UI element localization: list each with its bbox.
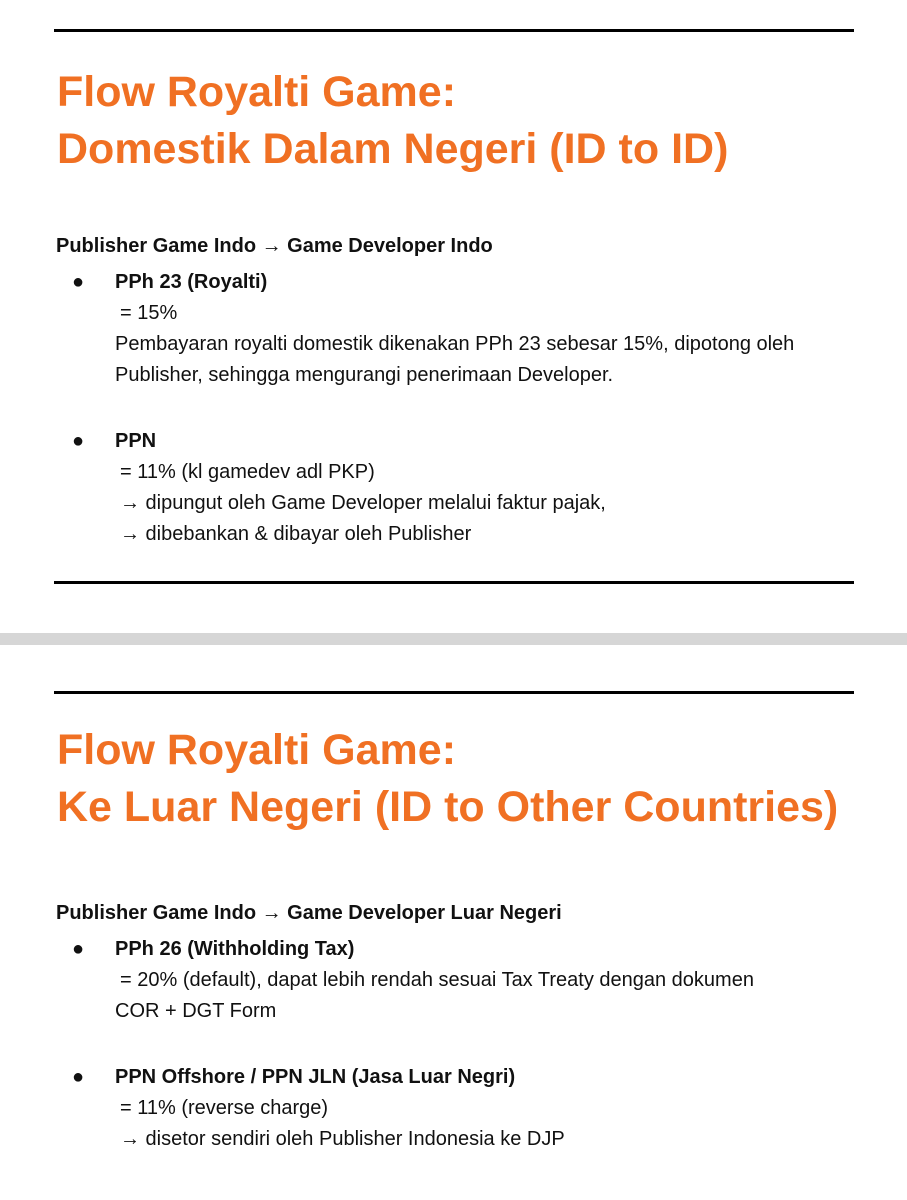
item-note: COR + DGT Form: [115, 1000, 277, 1022]
top-rule: [54, 29, 854, 32]
list-item: [115, 1062, 855, 1155]
title-line-2: Ke Luar Negeri (ID to Other Countries): [57, 783, 839, 831]
item-title: PPh 26 (Withholding Tax): [115, 938, 355, 960]
item-note: → disetor sendiri oleh Publisher Indonesia ke DJP: [120, 1128, 565, 1150]
item-rate: = 11% (kl gamedev adl PKP): [120, 461, 375, 483]
list-item: [115, 426, 855, 550]
title-line-1: Flow Royalti Game:: [57, 68, 457, 116]
top-rule: [54, 691, 854, 694]
list-item: [115, 934, 855, 1027]
page-title: [57, 722, 838, 836]
bottom-rule: [54, 581, 854, 584]
item-rate: = 11% (reverse charge): [120, 1097, 329, 1119]
item-title: PPN: [115, 430, 157, 452]
item-title: PPN Offshore / PPN JLN (Jasa Luar Negri): [115, 1066, 516, 1088]
item-title: PPh 23 (Royalti): [115, 271, 268, 293]
item-rate: = 15%: [120, 302, 178, 324]
title-line-2: Domestik Dalam Negeri (ID to ID): [57, 125, 729, 173]
item-description: Pembayaran royalti domestik dikenakan PPh 23 sebesar 15%, dipotong oleh Publisher, sehingga mengurangi penerimaan Developer.: [115, 333, 795, 386]
section-subheading: Publisher Game Indo → Game Developer Luar Negeri: [56, 902, 562, 924]
bullet-icon: ●: [72, 271, 85, 293]
bullet-icon: ●: [72, 430, 85, 452]
document-page-2: [0, 645, 907, 1200]
page-title: [57, 64, 728, 178]
page-separator: [0, 633, 907, 645]
title-line-1: Flow Royalti Game:: [57, 726, 457, 774]
bullet-icon: ●: [72, 938, 85, 960]
item-note: → dipungut oleh Game Developer melalui faktur pajak,: [120, 492, 606, 514]
section-subheading: Publisher Game Indo → Game Developer Indo: [56, 235, 493, 257]
item-rate: = 20% (default), dapat lebih rendah sesuai Tax Treaty dengan dokumen: [120, 969, 754, 991]
list-item: [115, 267, 855, 391]
item-note: → dibebankan & dibayar oleh Publisher: [120, 523, 472, 545]
bullet-icon: ●: [72, 1066, 85, 1088]
